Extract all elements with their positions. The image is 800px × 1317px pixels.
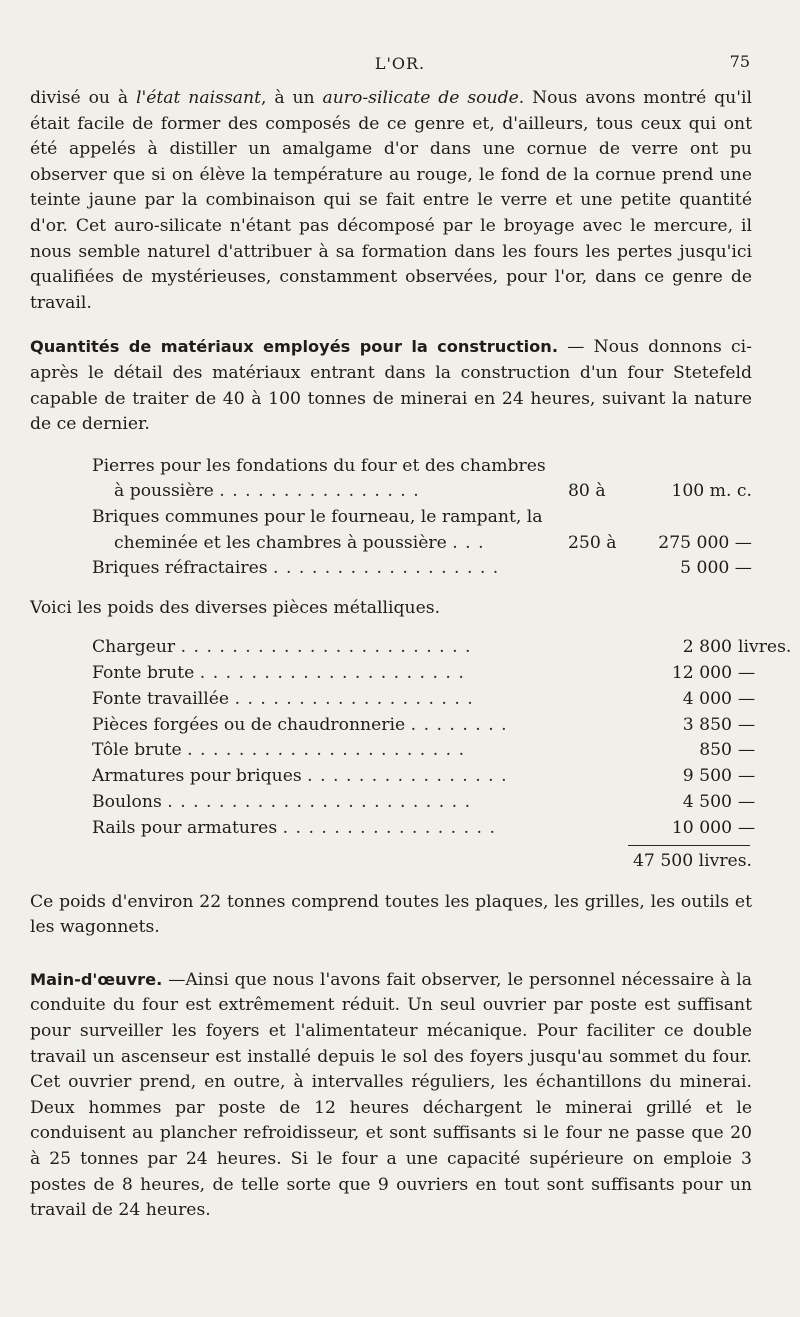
weight-label: Boulons [92,792,162,813]
weight-label: Rails pour armatures [92,817,278,838]
leader-dots: . . . . . . . . . . . . . . . . . . . [234,688,474,709]
section-heading-materials: Quantités de matériaux employés pour la construction. [30,337,558,357]
weights-intro: Voici les poids des diverses pièces métalliques. [30,597,441,618]
material-line [92,556,752,582]
weight-unit: — [738,663,756,684]
weight-unit: — [738,740,756,761]
leader-dots: . . . . . . . . . . . . . . . . . . [273,558,500,579]
weight-total-row [92,846,752,876]
text-run: . Nous avons montré qu'il était facile de former des composés de ce genre et, d'ailleurs, tous ceux qui ont été appelés à distiller un amalgame d'or dans une cornue de verre ont pu observer que si on élève la température au rouge, le fond de la cornue prend une teinte jaune par la combinaison qui se fait entre le verre et une petite quantité d'or. Cet auro-silicate n'étant pas décomposé par le broyage avec le mercure, il nous semble naturel d'attribuer à sa formation dans les fours les pertes jusqu'ici qualifiées de mystérieuses, constamment observées, pour l'or, dans ce genre de travail. [30,88,752,313]
leader-dots: . . . . . . . . . . . . . . . . . . . . . [199,663,465,684]
material-line [92,454,752,480]
weight-value: 9 500 [682,766,732,787]
material-line [92,479,752,505]
italic-etat-naissant: l'état naissant [135,88,261,108]
weight-row [92,764,756,790]
running-head [0,52,800,78]
weight-row [92,661,756,687]
weight-value: 12 000 [671,663,732,684]
text-block [30,86,792,1224]
weight-label: Chargeur [92,637,176,658]
leader-dots: . . . . . . . . [410,714,508,735]
weight-row [92,713,756,739]
leader-dots: . . . . . . . . . . . . . . . . . [282,817,496,838]
weight-value: 10 000 [671,817,732,838]
section-heading-labor: Main-d'œuvre. [30,969,163,989]
weight-unit: — [738,714,756,735]
weight-label: Fonte travaillée [92,688,230,709]
weight-label: Tôle brute [92,740,182,761]
weight-value: 2 800 [682,637,732,658]
material-label: cheminée et les chambres à poussière [114,532,447,553]
text-run: divisé ou à [30,88,136,108]
weight-row [92,687,756,713]
material-from: 250 à [568,532,617,553]
weight-unit: — [738,792,756,813]
leader-dots: . . . . . . . . . . . . . . . . [219,481,420,502]
page-number: 75 [729,52,750,71]
weight-row [92,635,792,661]
paragraph-weight-note: Ce poids d'environ 22 tonnes comprend toutes les plaques, les grilles, les outils et les wagonnets. [30,891,752,938]
material-to: 5 000 — [680,558,752,579]
weight-label: Armatures pour briques [92,766,302,787]
material-to: 100 m. c. [671,481,752,502]
text-run: — Nous donnons ci-après le détail des matériaux entrant dans la construction d'un four Stetefeld capable de traiter de 40 à 100 tonnes de minerai en 24 heures, suivant la nature de ce dernier. [30,337,752,435]
weight-unit: — [738,766,756,787]
italic-auro-silicate: auro-silicate de soude [322,88,519,108]
weight-unit: livres. [738,637,792,658]
weight-unit: — [738,817,756,838]
running-title: L'OR. [374,54,426,73]
weight-row [92,790,756,816]
weights-list [92,635,792,875]
leader-dots: . . . . . . . . . . . . . . . . . . . . . . . . [167,792,472,813]
weight-label: Fonte brute [92,663,195,684]
material-label: Briques réfractaires [92,558,268,579]
weight-value: 4 500 [682,792,732,813]
weight-total-value: 47 500 [633,850,694,871]
material-line [92,531,752,557]
paragraph-labor [30,967,752,1224]
weight-total-unit: livres. [698,850,752,871]
leader-dots: . . . [452,532,485,553]
material-label: Pierres pour les fondations du four et des chambres [92,455,546,476]
weight-row [92,816,756,842]
weight-row [92,738,756,764]
paragraph-materials [30,334,752,437]
leader-dots: . . . . . . . . . . . . . . . . . . . . . . . [180,637,472,658]
material-label: à poussière [114,481,214,502]
material-label: Briques communes pour le fourneau, le rampant, la [92,506,543,527]
material-from: 80 à [568,481,606,502]
leader-dots: . . . . . . . . . . . . . . . . . . . . . . [187,740,466,761]
paragraph-auro-silicate [30,86,752,316]
leader-dots: . . . . . . . . . . . . . . . . [307,766,508,787]
text-run: , à un [261,88,323,108]
weight-label: Pièces forgées ou de chaudronnerie [92,714,406,735]
text-run: —Ainsi que nous l'avons fait observer, le personnel nécessaire à la conduite du four est extrêmement réduit. Un seul ouvrier par poste est suffisant pour surveiller les foyers et l'alimentateur mécanique. Pour faciliter ce double travail un ascenseur est installé depuis le sol des foyers jusqu'au sommet du four. Cet ouvrier prend, en outre, à intervalles réguliers, les échantillons du minerai. Deux hommes par poste de 12 heures déchargent le minerai grillé et le conduisent au plancher refroidisseur, et sont suffisants si le four ne passe que 20 à 25 tonnes par 24 heures. Si le four a une capacité supérieure on emploie 3 postes de 8 heures, de telle sorte que 9 ouvriers en tout sont suffisants pour un travail de 24 heures. [30,969,752,1221]
material-to: 275 000 — [658,532,752,553]
material-line [92,505,752,531]
weight-value: 4 000 [682,688,732,709]
weight-value: 850 [699,740,732,761]
weight-value: 3 850 [682,714,732,735]
materials-list [92,454,752,582]
weight-unit: — [738,688,756,709]
